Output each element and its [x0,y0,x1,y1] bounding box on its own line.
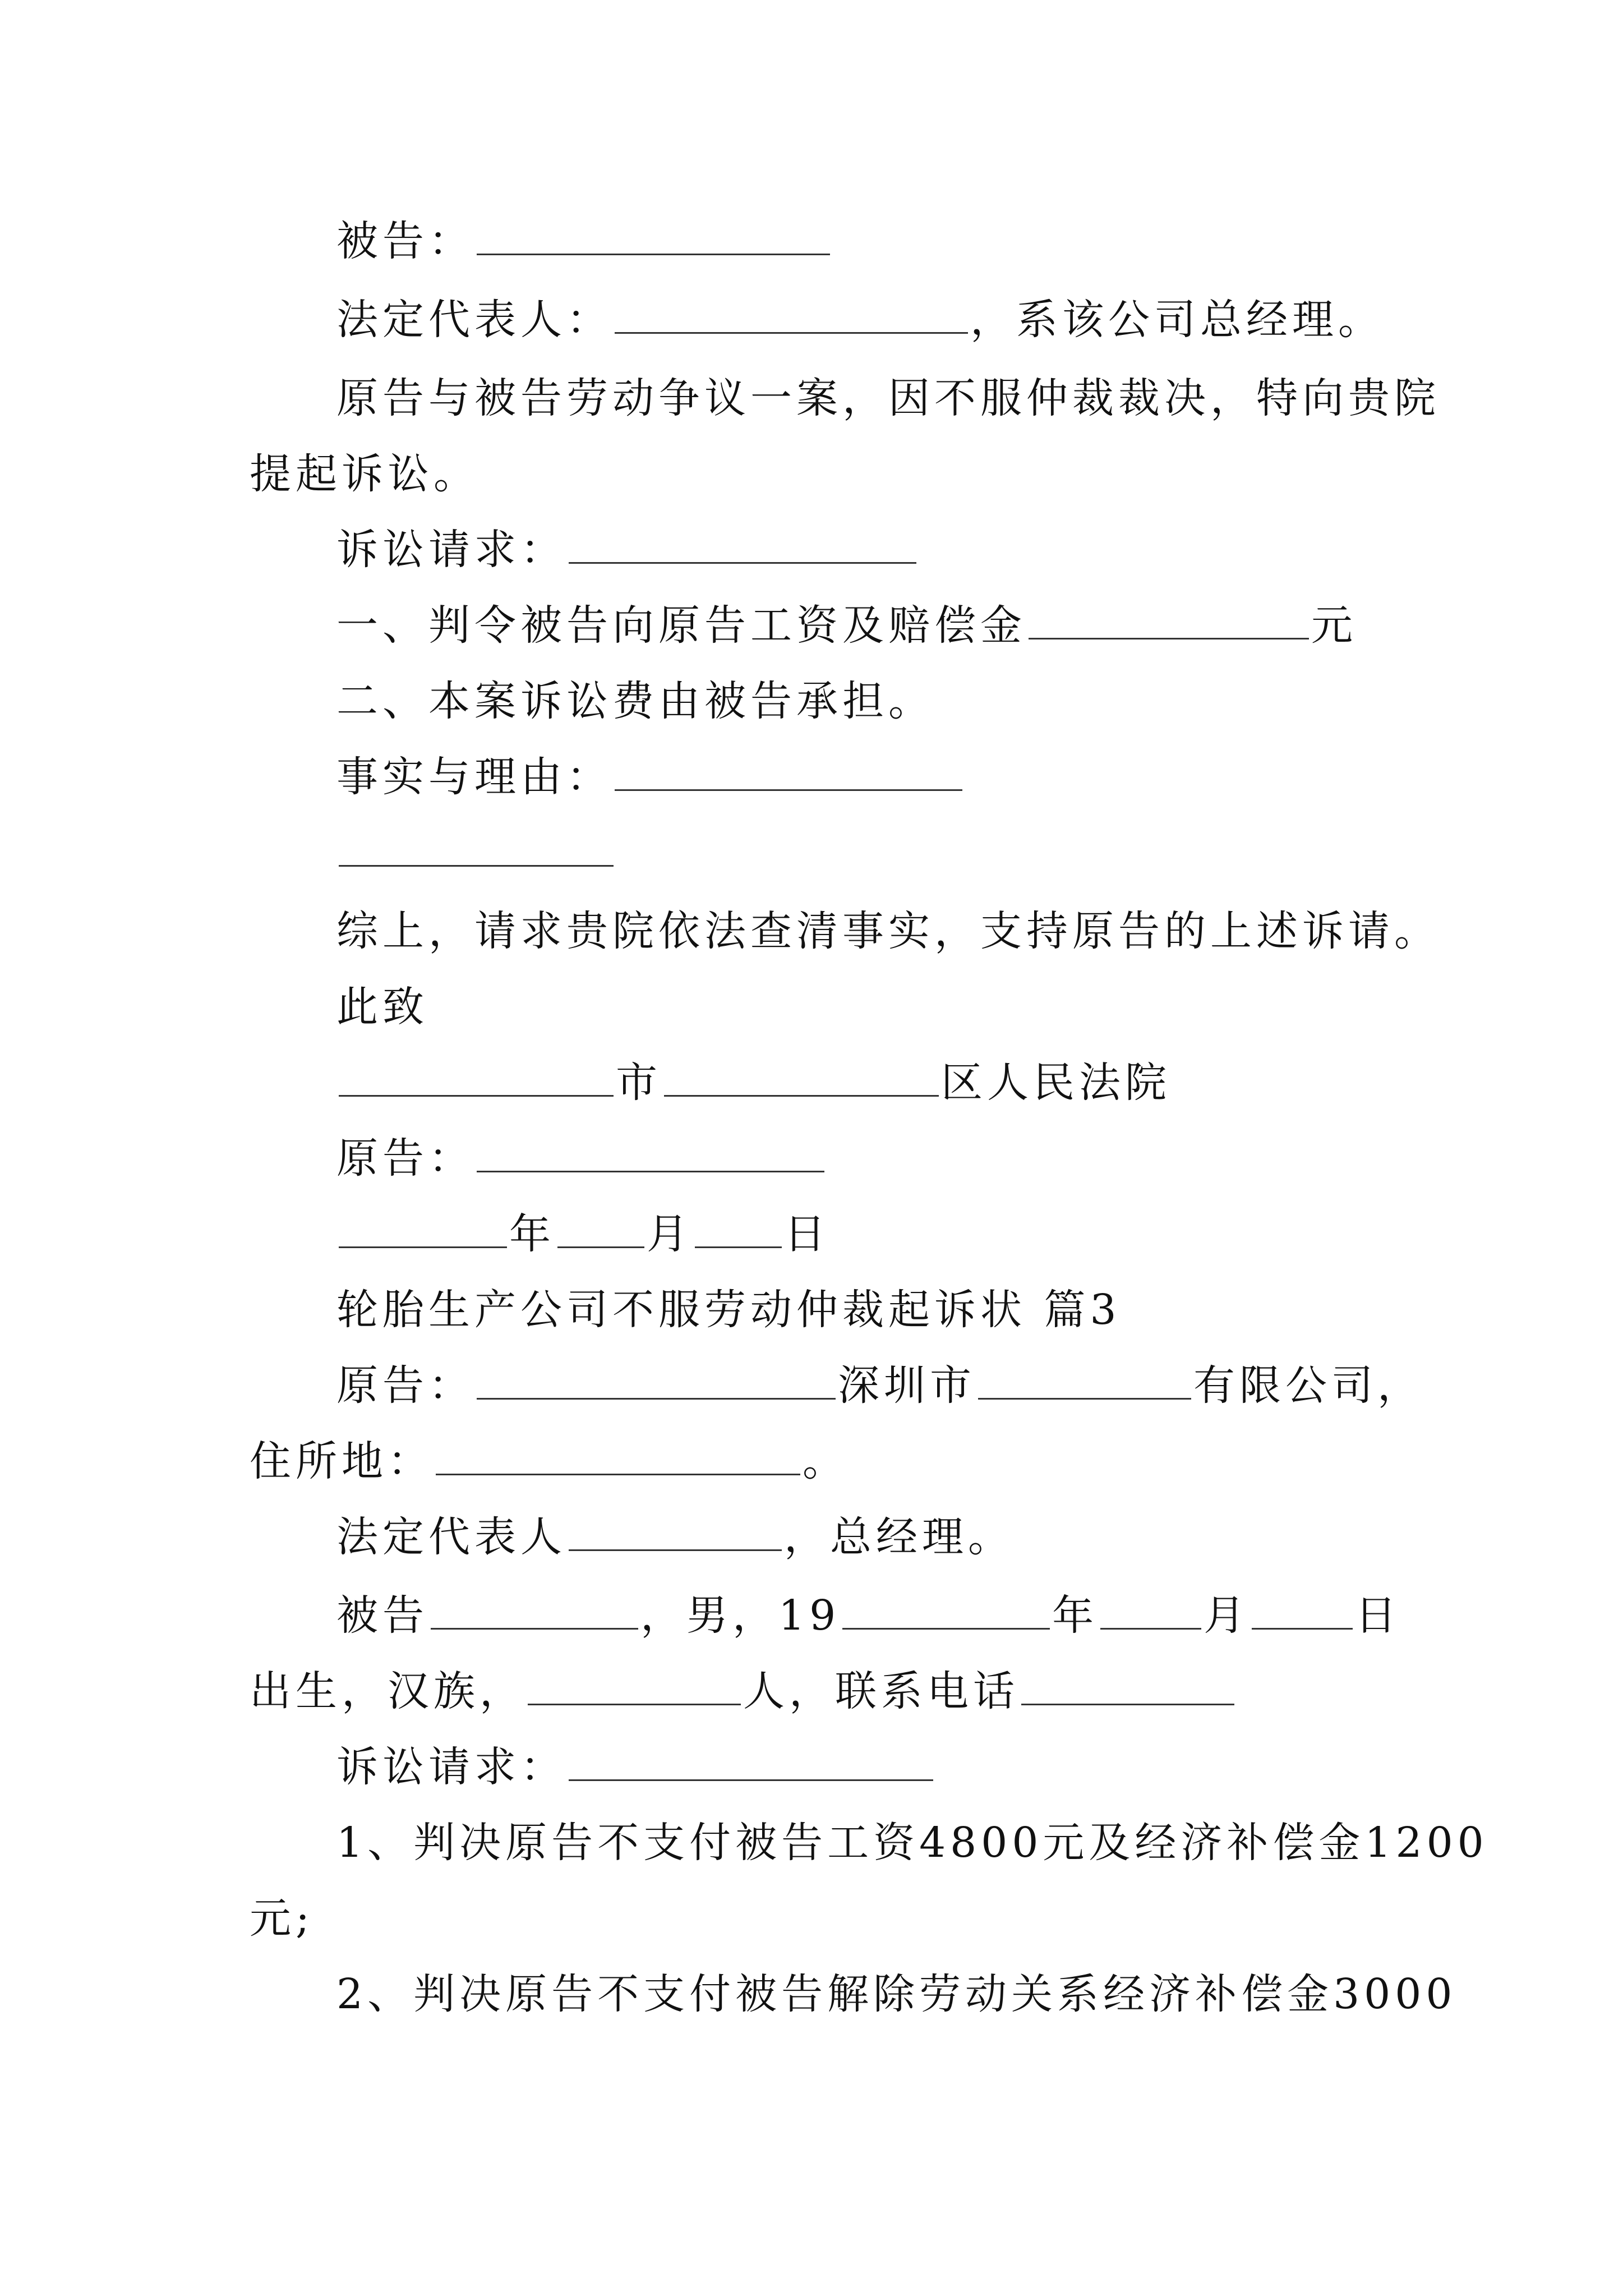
line-claim-2 [0,662,1623,740]
line-court [0,1043,1623,1122]
text: ，总经理。 [784,1513,1014,1561]
text: 提起诉讼。 [250,450,479,498]
line-claim-2-1-cont [0,1879,1623,1958]
line-claim-2-1 [0,1803,1623,1882]
text: 住所地： [250,1437,434,1485]
blank-field[interactable] [664,1056,939,1097]
line-defendant [0,202,1623,280]
text: 元; [250,1894,314,1943]
line-legal-representative [0,280,1623,359]
text: 有限公司， [1193,1361,1423,1410]
blank-field[interactable] [477,214,830,255]
text: 原告与被告劳动争议一案，因不服仲裁裁决，特向贵院 [336,374,1440,422]
text: 原告： [336,1361,474,1410]
blank-field[interactable] [842,1589,1050,1630]
line-plaintiff-sign [0,1119,1623,1198]
blank-field[interactable] [978,1359,1191,1400]
text: 法定代表人： [336,296,612,344]
blank-field[interactable] [1252,1589,1353,1630]
line-defendant-2 [0,1576,1623,1655]
text: 年 [509,1210,555,1258]
line-facts-blank [0,813,1623,892]
blank-field[interactable] [528,1664,741,1705]
text: 月 [647,1210,693,1258]
text: 月 [1204,1591,1250,1640]
line-facts-label [0,738,1623,816]
line-plaintiff [0,1346,1623,1425]
text: 被告 [336,1591,428,1640]
text: 。 [803,1437,849,1485]
line-claim-2-2 [0,1955,1623,2033]
text: 人，联系电话 [743,1667,1019,1715]
line-salutation [0,968,1623,1046]
text: 一、判令被告向原告工资及赔偿金 [336,601,1026,650]
text: 元 [1311,601,1357,650]
line-section-title [0,1271,1623,1349]
text: 市 [616,1059,662,1107]
text: 日 [1355,1591,1401,1640]
text: 年 [1052,1591,1099,1640]
line-date [0,1195,1623,1273]
blank-field[interactable] [1029,599,1309,639]
text: 诉讼请求： [336,1743,566,1791]
text: ，男，19 [640,1591,841,1640]
text: 轮胎生产公司不服劳动仲裁起诉状 篇3 [336,1286,1121,1334]
text: 日 [784,1210,830,1258]
blank-field[interactable] [615,293,968,334]
text: 事实与理由： [336,753,612,801]
blank-field[interactable] [569,1740,933,1781]
text: 诉讼请求： [336,526,566,574]
blank-field[interactable] [477,1359,836,1400]
line-summary [0,892,1623,970]
text: 出生，汉族， [250,1667,525,1715]
line-claims-label-2 [0,1728,1623,1806]
blank-field[interactable] [557,1207,644,1248]
blank-field[interactable] [1021,1664,1234,1705]
blank-field[interactable] [431,1589,638,1630]
line-claims-label [0,510,1623,589]
text: 法定代表人 [336,1513,566,1561]
line-case-intro-cont [0,435,1623,513]
line-claim-1 [0,586,1623,665]
blank-field[interactable] [695,1207,782,1248]
text: 被告： [336,217,474,265]
blank-field[interactable] [339,1056,614,1097]
blank-field[interactable] [339,1207,507,1248]
blank-field[interactable] [615,750,962,791]
blank-field[interactable] [569,1510,782,1551]
text: 深圳市 [838,1361,976,1410]
blank-field[interactable] [1100,1589,1201,1630]
text: 2、判决原告不支付被告解除劳动关系经济补偿金3000 [336,1970,1457,2018]
blank-field[interactable] [436,1434,800,1475]
text: ，系该公司总经理。 [970,296,1384,344]
text: 区人民法院 [941,1059,1171,1107]
line-legal-rep-2 [0,1498,1623,1576]
blank-field[interactable] [569,523,916,564]
text: 综上，请求贵院依法查清事实，支持原告的上述诉请。 [336,907,1440,955]
line-defendant-info [0,1652,1623,1731]
text: 二、本案诉讼费由被告承担。 [336,677,934,725]
line-address [0,1422,1623,1501]
blank-field[interactable] [477,1131,824,1172]
line-case-intro [0,359,1623,438]
text: 1、判决原告不支付被告工资4800元及经济补偿金1200 [336,1819,1488,1867]
text: 此致 [336,983,428,1031]
blank-field[interactable] [339,826,614,867]
text: 原告： [336,1134,474,1182]
